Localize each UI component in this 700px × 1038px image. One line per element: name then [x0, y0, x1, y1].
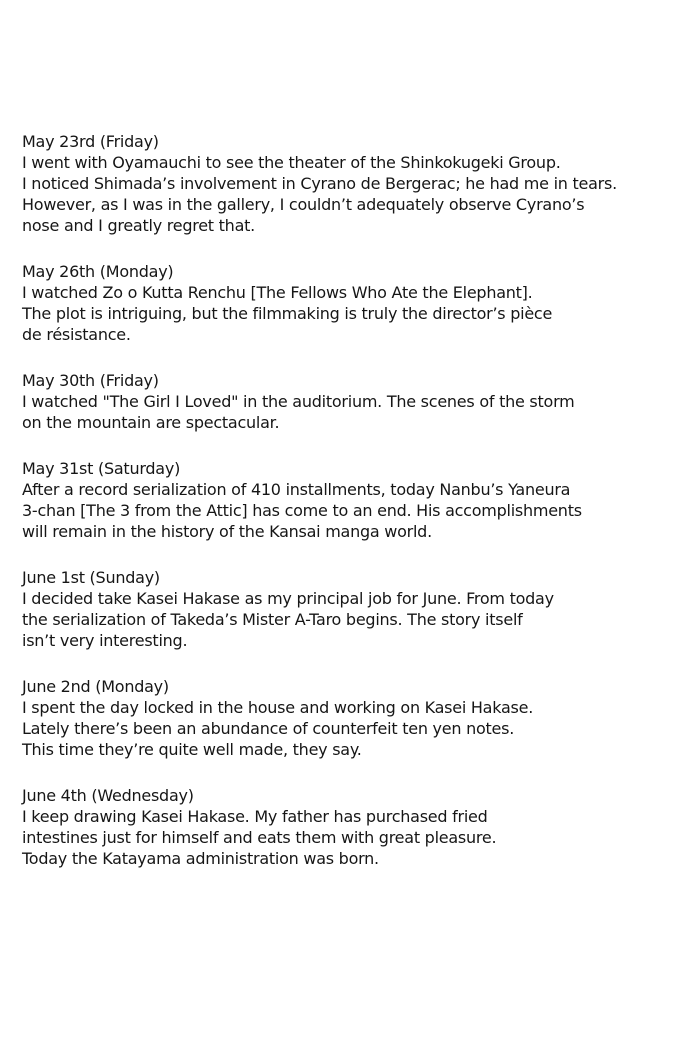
diary-entry [22, 567, 682, 651]
entry-body [22, 391, 682, 433]
entry-line: This time they’re quite well made, they say. [22, 740, 362, 759]
entry-date: May 31st (Saturday) [22, 459, 181, 478]
entry-body [22, 588, 682, 651]
entry-body [22, 806, 682, 869]
entry-line: I watched Zo o Kutta Renchu [The Fellows Who Ate the Elephant]. [22, 283, 533, 302]
entry-line: I decided take Kasei Hakase as my principal job for June. From today [22, 589, 554, 608]
entry-date: May 26th (Monday) [22, 262, 174, 281]
entry-date: June 2nd (Monday) [22, 677, 169, 696]
entry-line: intestines just for himself and eats them with great pleasure. [22, 828, 497, 847]
entry-line: The plot is intriguing, but the filmmaking is truly the director’s pièce [22, 304, 553, 323]
entry-date: June 1st (Sunday) [22, 568, 160, 587]
diary-entry [22, 261, 682, 345]
entry-line: the serialization of Takeda’s Mister A-Taro begins. The story itself [22, 610, 523, 629]
entry-line: 3-chan [The 3 from the Attic] has come to an end. His accomplishments [22, 501, 582, 520]
entry-line: I keep drawing Kasei Hakase. My father has purchased fried [22, 807, 488, 826]
entry-body [22, 697, 682, 760]
entry-line: on the mountain are spectacular. [22, 413, 280, 432]
entry-line: will remain in the history of the Kansai manga world. [22, 522, 432, 541]
entry-line: I watched "The Girl I Loved" in the auditorium. The scenes of the storm [22, 392, 575, 411]
diary-entry [22, 131, 682, 236]
entry-line: Today the Katayama administration was born. [22, 849, 379, 868]
entry-line: I went with Oyamauchi to see the theater of the Shinkokugeki Group. [22, 153, 561, 172]
entry-line: I noticed Shimada’s involvement in Cyrano de Bergerac; he had me in tears. [22, 174, 617, 193]
entry-body [22, 479, 682, 542]
entry-line: After a record serialization of 410 installments, today Nanbu’s Yaneura [22, 480, 571, 499]
diary-entry [22, 785, 682, 869]
entry-line: I spent the day locked in the house and working on Kasei Hakase. [22, 698, 534, 717]
entry-body [22, 152, 682, 236]
entry-line: nose and I greatly regret that. [22, 216, 255, 235]
entry-date: June 4th (Wednesday) [22, 786, 194, 805]
entry-date: May 23rd (Friday) [22, 132, 159, 151]
entry-line: However, as I was in the gallery, I couldn’t adequately observe Cyrano’s [22, 195, 585, 214]
entry-line: de résistance. [22, 325, 131, 344]
entry-line: Lately there’s been an abundance of counterfeit ten yen notes. [22, 719, 515, 738]
diary-entry [22, 676, 682, 760]
diary-entry [22, 458, 682, 542]
entry-body [22, 282, 682, 345]
diary-entry [22, 370, 682, 433]
entry-line: isn’t very interesting. [22, 631, 188, 650]
entry-date: May 30th (Friday) [22, 371, 159, 390]
